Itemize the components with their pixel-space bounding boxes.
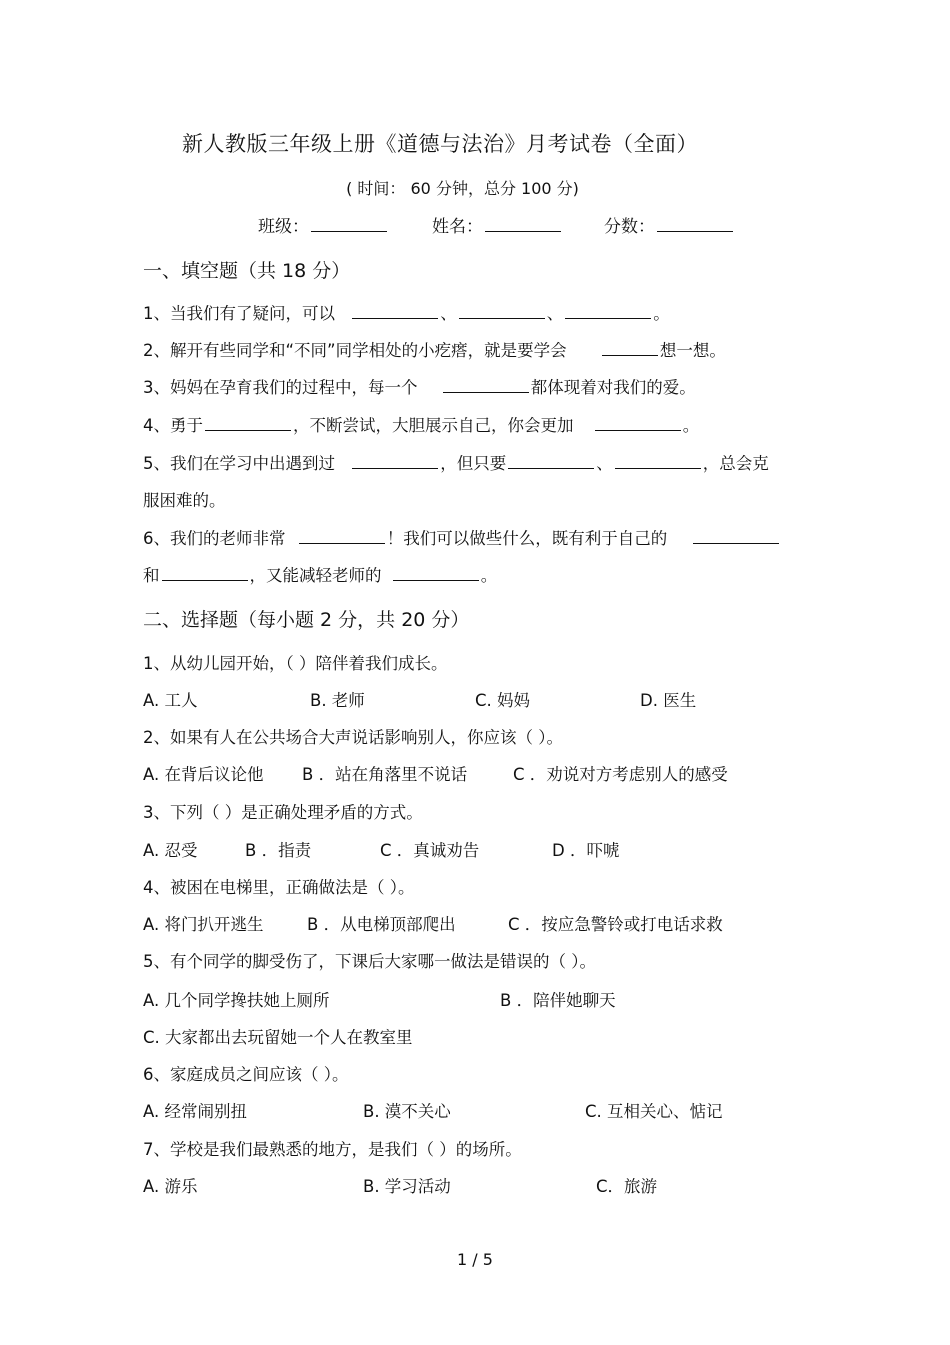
choice-question-1: 1、从幼儿园开始，（ ）陪伴着我们成长。 [143,654,448,673]
q3-option-d[interactable]: D ．吓唬 [552,841,620,860]
q4-option-a[interactable]: A. 将门扒开逃生 [143,915,264,934]
q6-blank-3[interactable] [162,564,248,581]
choice-question-5: 5、有个同学的脚受伤了，下课后大家哪一做法是错误的（ ）。 [143,952,596,971]
q4-blank-1[interactable] [205,414,291,431]
q6-blank-2[interactable] [693,527,779,544]
fill-question-2 [143,337,726,361]
q2-text: 2、解开有些同学和“不同”同学相处的小疙瘩，就是要学会 [143,341,567,360]
choice-question-6: 6、家庭成员之间应该（ ）。 [143,1065,349,1084]
choice-question-4: 4、被困在电梯里，正确做法是（ ）。 [143,878,415,897]
q2-end: 想一想。 [659,341,726,360]
q5-option-c[interactable]: C. 大家都出去玩留她一个人在教室里 [143,1028,413,1047]
name-label: 姓名： [432,217,483,237]
class-label: 班级： [258,217,309,237]
fill-question-3 [143,374,696,398]
section2-heading: 二、选择题（每小题 2 分，共 20 分） [143,609,470,631]
q3-blank[interactable] [443,376,529,393]
q3-text: 3、妈妈在孕育我们的过程中，每一个 [143,378,418,397]
q5-sep: 、 [596,454,613,473]
q5-text: 5、我们在学习中出遇到过 [143,454,335,473]
q3-option-a[interactable]: A. 忍受 [143,841,198,860]
q2-option-c[interactable]: C ．劝说对方考虑别人的感受 [513,765,728,784]
q6-blank-1[interactable] [299,527,385,544]
score-blank[interactable] [657,215,733,232]
q5-option-a[interactable]: A. 几个同学搀扶她上厕所 [143,991,330,1010]
q4-option-b[interactable]: B ．从电梯顶部爬出 [307,915,456,934]
q1-blank-3[interactable] [565,302,651,319]
q6-l2-end: 。 [480,566,498,585]
q6-text: 6、我们的老师非常 [143,529,286,548]
q4-blank-2[interactable] [595,414,681,431]
score-label: 分数： [604,217,655,237]
choice-question-2: 2、如果有人在公共场合大声说话影响别人，你应该（ ）。 [143,728,563,747]
class-field[interactable] [258,212,389,237]
class-blank[interactable] [311,215,387,232]
choice-question-7: 7、学校是我们最熟悉的地方，是我们（ ）的场所。 [143,1140,522,1159]
q2-option-b[interactable]: B ．站在角落里不说话 [302,765,468,784]
q3-option-b[interactable]: B ．指责 [245,841,312,860]
q5-option-b[interactable]: B ．陪伴她聊天 [500,991,616,1010]
q2-blank[interactable] [602,339,658,356]
name-blank[interactable] [485,215,561,232]
q6-option-c[interactable]: C. 互相关心、惦记 [585,1102,723,1121]
fill-question-6-line2 [143,562,497,586]
q1-option-c[interactable]: C. 妈妈 [475,691,531,710]
q1-option-b[interactable]: B. 老师 [310,691,365,710]
q5-mid: ，但只要 [440,454,507,473]
q5-blank-2[interactable] [508,452,594,469]
fill-question-6 [143,525,781,549]
page-title: 新人教版三年级上册《道德与法治》月考试卷（全面） [182,132,698,156]
q7-option-a[interactable]: A. 游乐 [143,1177,198,1196]
q5-blank-1[interactable] [352,452,438,469]
fill-question-5-line2: 服困难的。 [143,491,226,510]
q4-option-c[interactable]: C ．按应急警铃或打电话求救 [508,915,723,934]
q6-blank-4[interactable] [393,564,479,581]
q4-text: 4、勇于 [143,416,203,435]
q6-l2-mid: ，又能减轻老师的 [249,566,382,585]
name-field[interactable] [432,212,563,237]
section1-heading: 一、填空题（共 18 分） [143,260,351,282]
q6-option-a[interactable]: A. 经常闹别扭 [143,1102,247,1121]
q6-option-b[interactable]: B. 漠不关心 [363,1102,451,1121]
q1-option-a[interactable]: A. 工人 [143,691,198,710]
q7-option-b[interactable]: B. 学习活动 [363,1177,451,1196]
q1-sep: 、 [546,304,564,323]
fill-question-5 [143,450,769,474]
q1-blank-1[interactable] [352,302,438,319]
q4-mid: ，不断尝试，大胆展示自己，你会更加 [293,416,574,435]
page-number: 1 / 5 [457,1250,493,1269]
choice-question-3: 3、下列（ ）是正确处理矛盾的方式。 [143,803,423,822]
q3-option-c[interactable]: C ．真诚劝告 [380,841,480,860]
q1-sep: 、 [440,304,457,323]
q6-mid: ！我们可以做些什么，既有利于自己的 [386,529,668,548]
q6-l2-pre: 和 [143,566,160,585]
fill-question-4 [143,412,699,436]
q1-text: 1、当我们有了疑问，可以 [143,304,335,323]
q1-option-d[interactable]: D. 医生 [640,691,697,710]
score-field[interactable] [604,212,735,237]
exam-info: ( 时间： 60 分钟，总分 100 分) [346,179,579,198]
q2-option-a[interactable]: A. 在背后议论他 [143,765,264,784]
q5-blank-3[interactable] [615,452,701,469]
q4-end: 。 [682,416,700,435]
q3-end: 都体现着对我们的爱。 [530,378,696,397]
q1-blank-2[interactable] [459,302,545,319]
q5-end: ，总会克 [702,454,769,473]
fill-question-1 [143,300,670,324]
q1-end: 。 [653,304,670,323]
q7-option-c[interactable]: C．旅游 [596,1177,658,1196]
